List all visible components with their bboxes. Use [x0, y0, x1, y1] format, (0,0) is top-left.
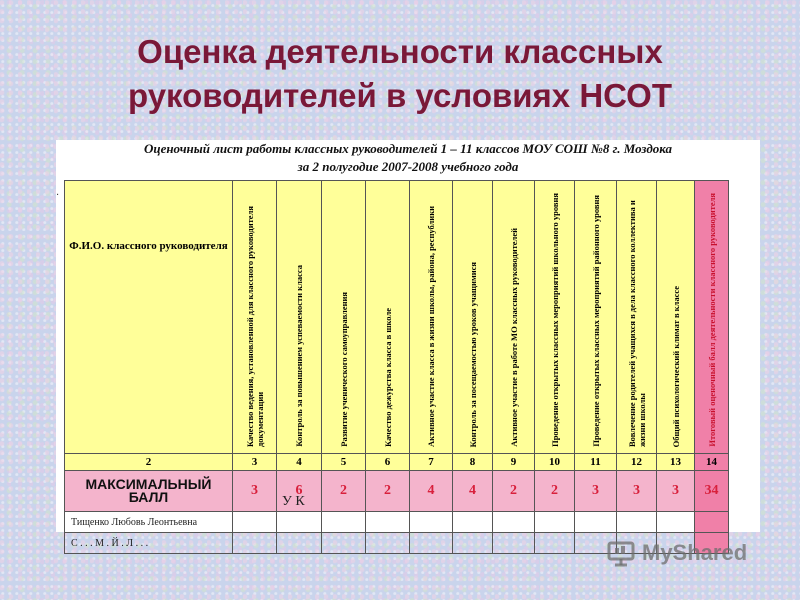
- sheet-header: [56, 140, 760, 180]
- table-cell: [277, 533, 322, 554]
- criterion-9-text: Активное участие в работе МО классных руководителей: [508, 228, 519, 447]
- criterion-4-text: Контроль за повышением успеваемости класса: [294, 265, 304, 447]
- fio-label: Ф.И.О. классного руководителя: [69, 240, 228, 252]
- col-num-9: 9: [493, 454, 535, 471]
- max-score-10: 2: [535, 471, 575, 512]
- teacher-name: Тищенко Любовь Леонтьевна: [65, 512, 233, 533]
- max-score-14: 34: [695, 471, 729, 512]
- table-cell: [277, 512, 322, 533]
- criterion-11-text: Проведение открытых классных мероприятий районного уровня: [590, 195, 601, 447]
- col-num-7: 7: [410, 454, 453, 471]
- teacher-name: С . . . М . Й . Л . . .: [65, 533, 233, 554]
- table-cell: [233, 533, 277, 554]
- criterion-14-header: [695, 181, 729, 454]
- col-num-6: 6: [366, 454, 410, 471]
- criterion-8-header: [453, 181, 493, 454]
- max-score-5: 2: [322, 471, 366, 512]
- table-cell: [535, 512, 575, 533]
- slide-title-line1: Оценка деятельности классных: [137, 33, 663, 70]
- table-cell: [493, 533, 535, 554]
- table-row: [65, 512, 729, 533]
- table-cell: [410, 512, 453, 533]
- table-cell: [233, 512, 277, 533]
- table-cell: [410, 533, 453, 554]
- col-num-12: 12: [617, 454, 657, 471]
- table-cell: [575, 512, 617, 533]
- table-cell: [695, 512, 729, 533]
- col-num-5: 5: [322, 454, 366, 471]
- slide-title-line2: руководителей в условиях НСОТ: [127, 77, 673, 114]
- max-score-row: [65, 471, 729, 512]
- table-cell: [453, 533, 493, 554]
- slide-title: [0, 30, 800, 118]
- criterion-3-header: [233, 181, 277, 454]
- col-num-2: 2: [65, 454, 233, 471]
- criterion-10-text: Проведение открытых классных мероприятий школьного уровня: [549, 193, 560, 447]
- criterion-4-header: [277, 181, 322, 454]
- criterion-12-text: Вовлечение родителей учащихся в дела классного коллектива и жизни школы: [626, 200, 647, 447]
- criterion-3-text: Качество ведения, установленной для классного руководителя документации: [244, 206, 265, 447]
- criterion-10-header: [535, 181, 575, 454]
- col-num-4: 4: [277, 454, 322, 471]
- table-cell: [453, 512, 493, 533]
- criterion-6-text: Качество дежурства класса в школе: [382, 308, 393, 447]
- max-score-6: 2: [366, 471, 410, 512]
- table-cell: [617, 512, 657, 533]
- max-score-4: 6: [277, 471, 322, 512]
- col-num-13: 13: [657, 454, 695, 471]
- table-cell: [322, 512, 366, 533]
- criterion-7-text: Активное участие класса в жизни школы, района, республики: [426, 205, 436, 447]
- criterion-7-header: [410, 181, 453, 454]
- max-score-13: 3: [657, 471, 695, 512]
- evaluation-sheet: [56, 140, 760, 549]
- criterion-6-header: [366, 181, 410, 454]
- criterion-13-text: Общий психологический климат в классе: [670, 285, 681, 447]
- evaluation-table: [64, 180, 729, 554]
- criteria-header-row: [65, 181, 729, 454]
- table-cell: [535, 533, 575, 554]
- col-num-8: 8: [453, 454, 493, 471]
- criterion-12-header: [617, 181, 657, 454]
- max-score-11: 3: [575, 471, 617, 512]
- edge-mark: ·: [56, 190, 60, 201]
- table-cell: [366, 533, 410, 554]
- table-cell: [493, 512, 535, 533]
- max-score-8: 4: [453, 471, 493, 512]
- max-score-3: 3: [233, 471, 277, 512]
- criterion-9-header: [493, 181, 535, 454]
- criterion-11-header: [575, 181, 617, 454]
- max-score-9: 2: [493, 471, 535, 512]
- col-num-11: 11: [575, 454, 617, 471]
- presentation-icon: [606, 538, 636, 568]
- watermark-text: MyShared: [642, 540, 748, 565]
- column-number-row: [65, 454, 729, 471]
- criterion-5-header: [322, 181, 366, 454]
- criterion-13-header: [657, 181, 695, 454]
- criterion-5-text: Развитие ученического самоуправления: [338, 292, 349, 447]
- criterion-8-text: Контроль за посещаемостью уроков учащимися: [467, 261, 478, 447]
- max-score-7: 4: [410, 471, 453, 512]
- criterion-14-text: Итоговый оценочный балл деятельности классного руководителя: [706, 193, 717, 447]
- fio-header: [65, 181, 233, 454]
- table-cell: [366, 512, 410, 533]
- table-cell: [657, 512, 695, 533]
- table-cell: [322, 533, 366, 554]
- sheet-header-line2: за 2 полугодие 2007-2008 учебного года: [297, 159, 519, 174]
- sheet-header-line1: Оценочный лист работы классных руководителей 1 – 11 классов МОУ СОШ №8 г. Моздока: [143, 141, 673, 156]
- watermark: [606, 538, 747, 568]
- col-num-14: 14: [695, 454, 729, 471]
- col-num-3: 3: [233, 454, 277, 471]
- col-num-10: 10: [535, 454, 575, 471]
- max-score-label: МАКСИМАЛЬНЫЙ БАЛЛ: [65, 471, 233, 512]
- handwritten-marks: У К: [282, 494, 305, 509]
- max-score-12: 3: [617, 471, 657, 512]
